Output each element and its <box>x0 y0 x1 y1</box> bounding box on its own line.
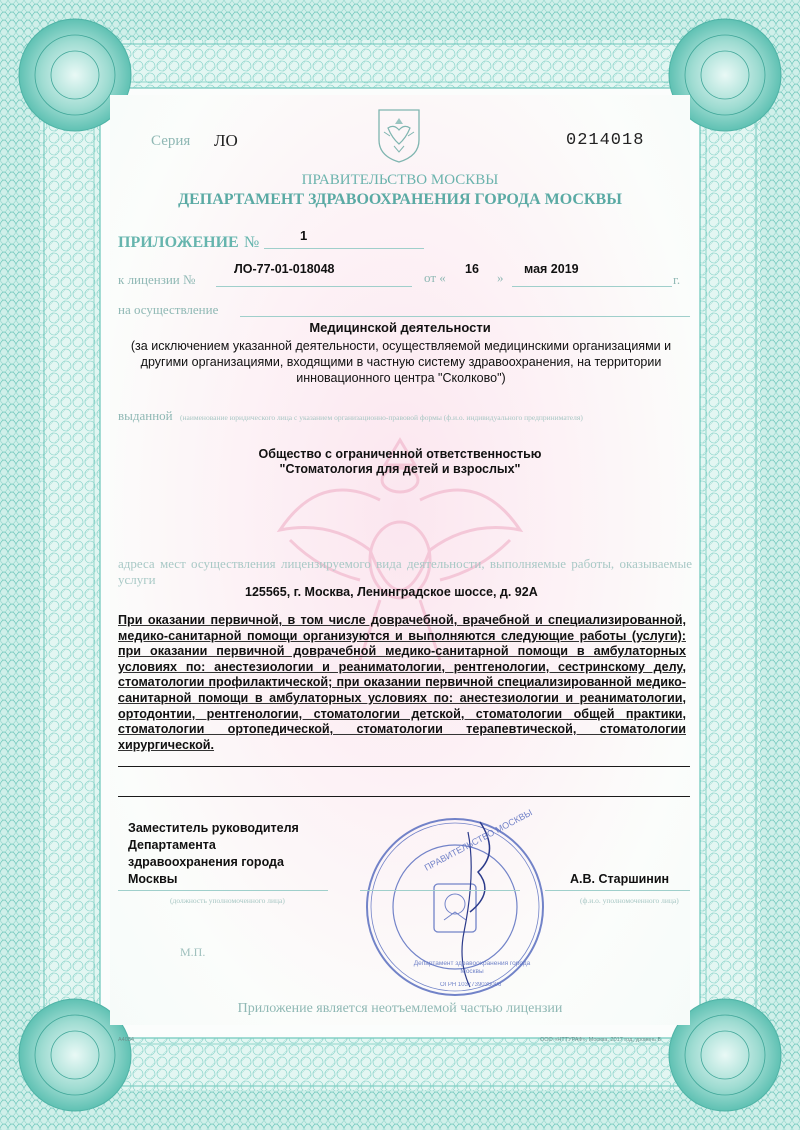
services-text: При оказании первичной, в том числе доврачебной, врачебной и специализированной, медико-санитарной помощи организуются и выполняются следующие работы (услуги): при оказании первичной доврачебной медико-санитарной помощи в амбулаторных условиях по: анестезиологии и реаниматологии, рентгенологии, сестринскому делу, стоматологии профилактической; при оказании первичной специализированной медико-санитарной помощи в амбулаторных условиях по: анестезиологии и реаниматологии, ортодонтии, рентгенологии, стоматологии детской, стоматологии общей практики, стоматологии ортопедической, стоматологии терапевтической, стоматологии хирургической. <box>118 613 686 752</box>
license-label: к лицензии № <box>118 272 196 287</box>
department-title: ДЕПАРТАМЕНТ ЗДРАВООХРАНЕНИЯ ГОРОДА МОСКВЫ <box>178 191 622 208</box>
org-name-line1: Общество с ограниченной ответственностью <box>258 447 542 461</box>
activity-note: (за исключением указанной деятельности, осуществляемой медицинскими организациями и другими организациями, входящими в частную систему здравоохранения, на территории инновационного центра "Сколково") <box>130 339 672 385</box>
address-value: 125565, г. Москва, Ленинградское шоссе, д. 92А <box>245 585 538 599</box>
position-hint: (должность уполномоченного лица) <box>170 896 285 905</box>
series-value: ЛО <box>214 131 238 150</box>
date-from-label: от « <box>424 270 446 285</box>
series-label: Серия <box>151 133 191 149</box>
printer-info: ООО «НТТУРАФ», Москва, 2017 год, уровень Б <box>540 1037 662 1043</box>
stamp-place: М.П. <box>180 945 206 959</box>
position-line: Заместитель руководителя <box>128 821 299 835</box>
stamp-inner-text: Департамент здравоохранения города Москвы <box>413 960 531 975</box>
appendix-num-sign: № <box>244 234 260 251</box>
government-title: ПРАВИТЕЛЬСТВО МОСКВЫ <box>301 172 499 188</box>
stamp-ring-text: ПРАВИТЕЛЬСТВО МОСКВЫ <box>422 807 534 873</box>
activity-label: на осуществление <box>118 302 219 317</box>
issued-label: выданной <box>118 408 173 423</box>
signatory-position <box>128 820 299 888</box>
license-number: ЛО-77-01-018048 <box>234 262 335 276</box>
license-day: 16 <box>465 262 479 276</box>
position-line: здравоохранения города <box>128 855 284 869</box>
signatory-name: А.В. Старшинин <box>570 872 670 886</box>
license-month-year: мая 2019 <box>524 262 579 276</box>
footer-code: А4034 <box>118 1037 134 1043</box>
year-suffix: г. <box>673 272 681 287</box>
footer-note: Приложение является неотъемлемой частью лицензии <box>237 1001 563 1016</box>
form-number: 0214018 <box>566 131 645 150</box>
appendix-label: ПРИЛОЖЕНИЕ <box>118 234 239 251</box>
position-line: Москвы <box>128 872 178 886</box>
section-divider-line <box>118 796 690 797</box>
address-label: адреса мест осуществления лицензируемого вида деятельности, выполняемые работы, оказываемые услуги <box>118 556 692 587</box>
name-hint: (ф.и.о. уполномоченного лица) <box>580 896 679 905</box>
activity-title: Медицинской деятельности <box>309 320 491 335</box>
coat-of-arms-icon <box>374 106 424 164</box>
appendix-number: 1 <box>300 228 308 243</box>
issued-hint: (наименование юридического лица с указанием организационно-правовой формы (ф.и.о. индивидуального предпринимателя) <box>180 413 583 422</box>
date-quote-close: » <box>497 270 504 285</box>
org-name-line2: "Стоматология для детей и взрослых" <box>279 462 521 476</box>
stamp-ogrn: ОГРН 1037739036006 <box>440 982 502 988</box>
position-line: Департамента <box>128 838 216 852</box>
services-end-line <box>118 766 690 767</box>
